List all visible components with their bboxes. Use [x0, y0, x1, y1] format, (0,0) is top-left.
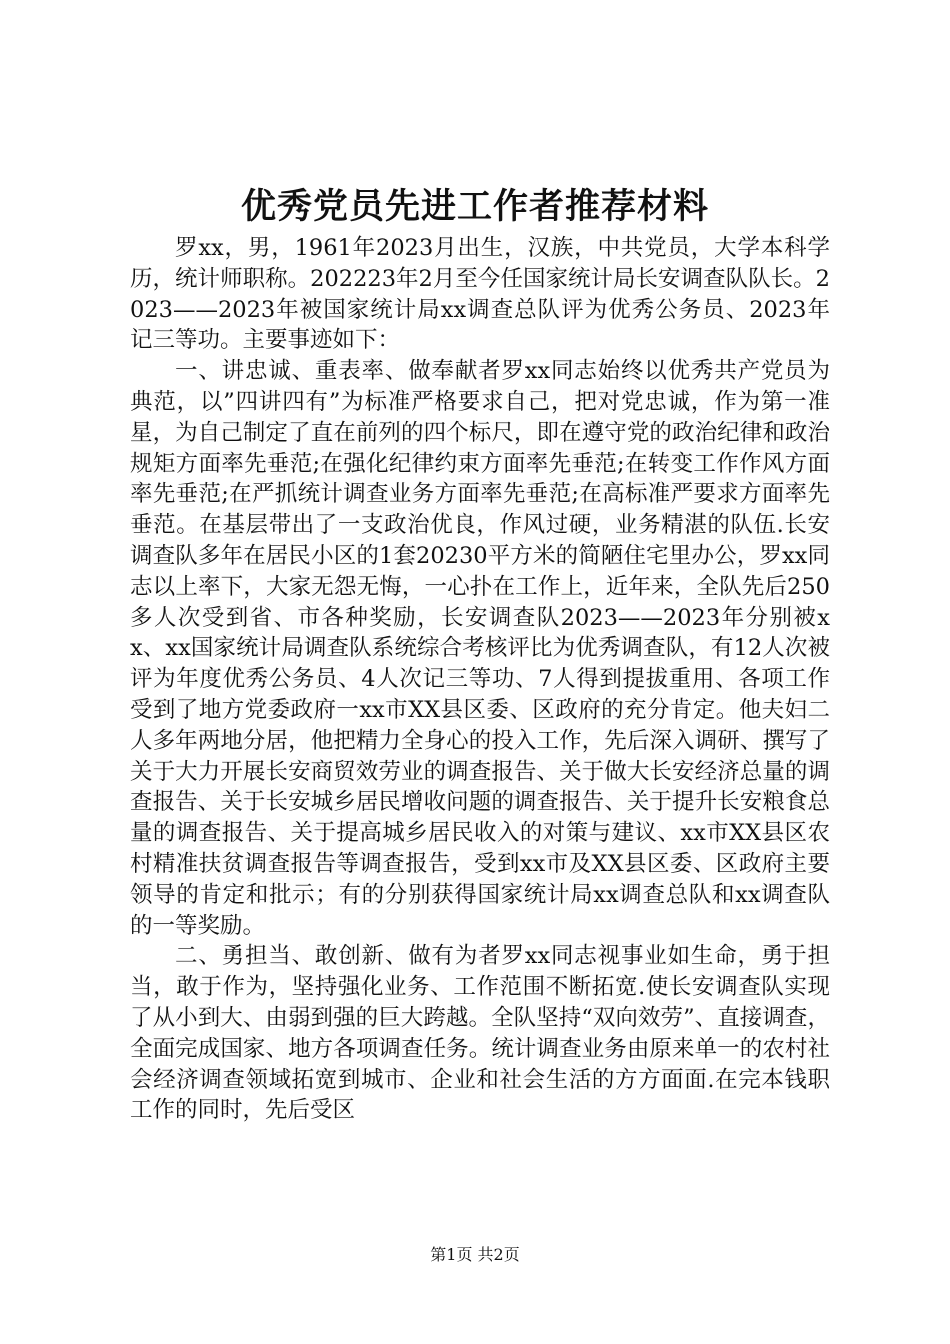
page-number-footer: 第1页 共2页: [430, 1245, 520, 1264]
paragraph-intro: 罗xx，男，1961年2023月出生，汉族，中共党员，大学本科学历，统计师职称。202223年2月至今任国家统计局长安调查队队长。2023——2023年被国家统计局xx调查总队评为优秀公务员、2023年记三等功。主要事迹如下：: [130, 235, 830, 354]
document-body: [130, 233, 830, 1126]
paragraph-section-one: 一、讲忠诚、重表率、做奉献者罗xx同志始终以优秀共产党员为典范，以”四讲四有”为标准严格要求自己，把对党忠诚，作为第一准星，为自己制定了直在前列的四个标尺，即在遵守党的政治纪律和政治规矩方面率先垂范;在强化纪律约束方面率先垂范;在转变工作作风方面率先垂范;在严抓统计调查业务方面率先垂范;在高标准严要求方面率先垂范。在基层带出了一支政治优良，作风过硬，业务精湛的队伍.长安调查队多年在居民小区的1套20230平方米的简陋住宅里办公，罗xx同志以上率下，大家无怨无悔，一心扑在工作上，近年来，全队先后250多人次受到省、市各种奖励，长安调查队2023——2023年分别被xx、xx国家统计局调查队系统综合考核评比为优秀调查队，有12人次被评为年度优秀公务员、4人次记三等功、7人得到提拔重用、各项工作受到了地方党委政府一xx市XX县区委、区政府的充分肯定。他夫妇二人多年两地分居，他把精力全身心的投入工作，先后深入调研、撰写了关于大力开展长安商贸效劳业的调查报告、关于做大长安经济总量的调查报告、关于长安城乡居民增收问题的调查报告、关于提升长安粮食总量的调查报告、关于提高城乡居民收入的对策与建议、xx市XX县区农村精准扶贫调查报告等调查报告，受到xx市及XX县区委、区政府主要领导的肯定和批示；有的分别获得国家统计局xx调查总队和xx调查队的一等奖励。: [130, 358, 830, 939]
paragraph-section-two: 二、勇担当、敢创新、做有为者罗xx同志视事业如生命，勇于担当，敢于作为，坚持强化业务、工作范围不断拓宽.使长安调查队实现了从小到大、由弱到强的巨大跨越。全队坚持“双向效劳”、直接调查，全面完成国家、地方各项调查任务。统计调查业务由原来单一的农村社会经济调查领域拓宽到城市、企业和社会生活的方方面面.在完本钱职工作的同时，先后受区: [130, 943, 830, 1124]
document-title: 优秀党员先进工作者推荐材料: [240, 186, 709, 227]
